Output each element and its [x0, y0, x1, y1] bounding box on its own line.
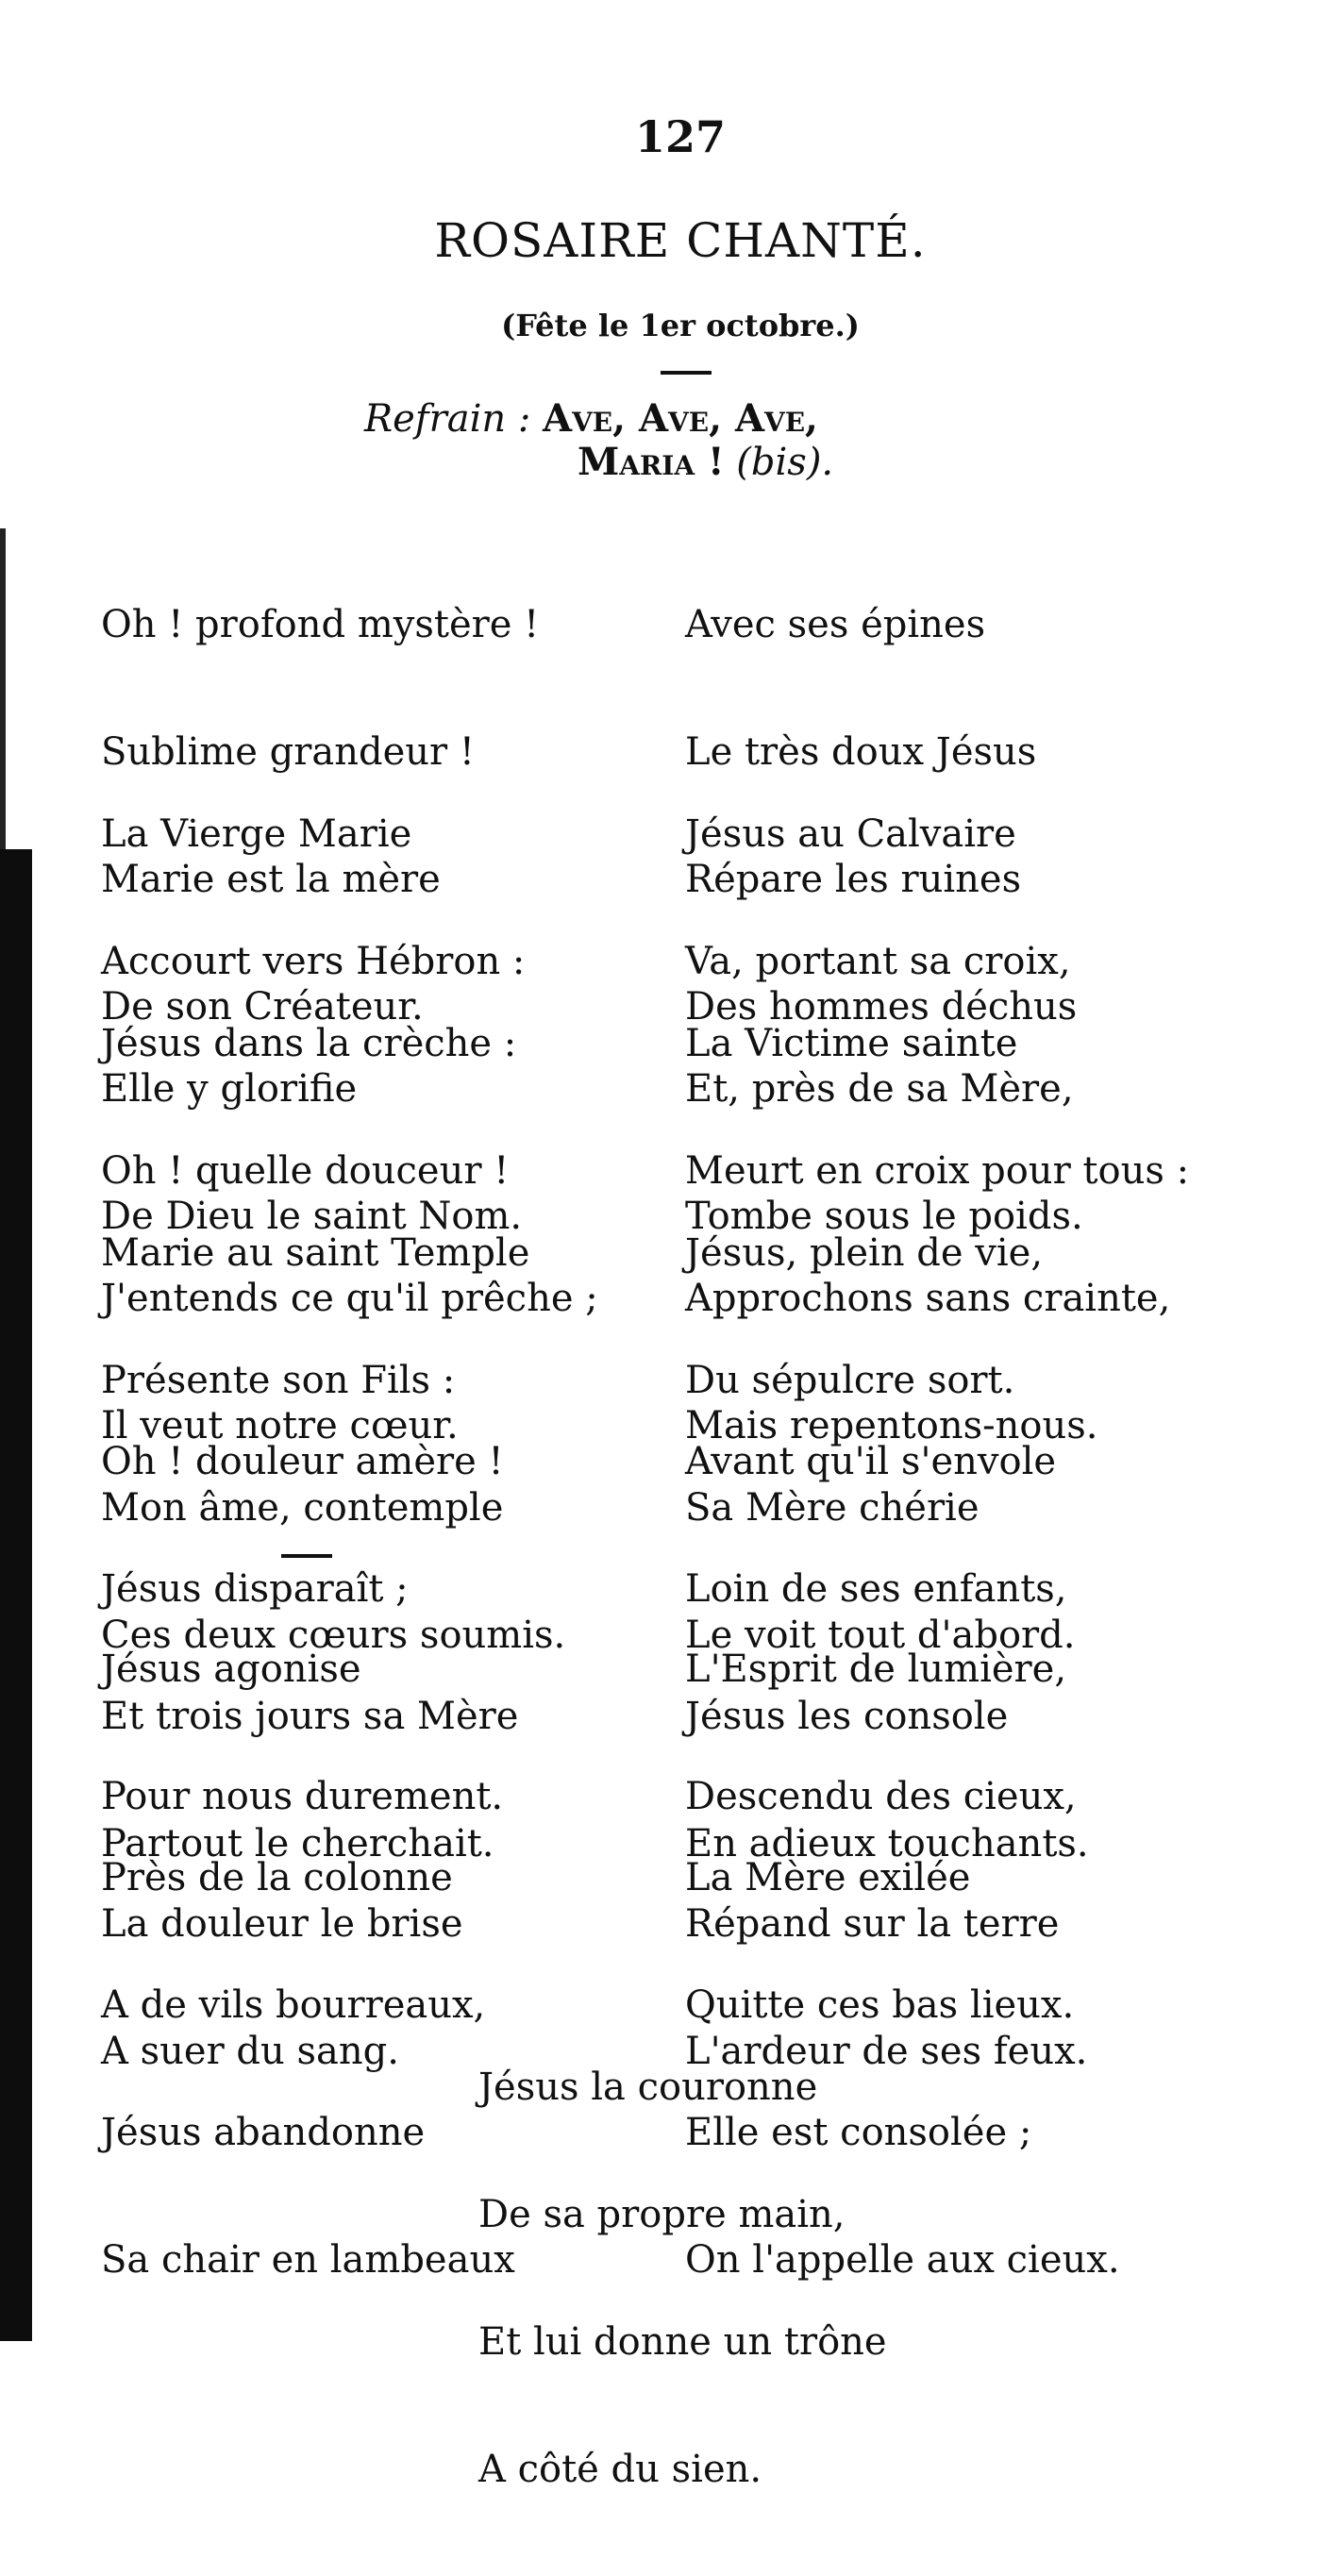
verse-line: Meurt en croix pour tous : [685, 1149, 1190, 1193]
verse-line: A suer du sang. [101, 2030, 399, 2073]
verse-line: Il veut notre cœur. [101, 1404, 459, 1447]
refrain-label: Refrain : [364, 397, 531, 441]
verse-line: Sa Mère chérie [685, 1486, 980, 1530]
verse-line: La douleur le brise [101, 1902, 463, 1946]
verse-line: J'entends ce qu'il prêche ; [101, 1277, 598, 1320]
verse-line: Ces deux cœurs soumis. [101, 1614, 566, 1657]
verse-line: De son Créateur. [101, 985, 424, 1029]
verse-line: Partout le cherchait. [101, 1822, 494, 1865]
verse-line: Répand sur la terre [685, 1902, 1060, 1946]
verse-line: Avec ses épines [685, 603, 986, 646]
page-edge-shadow [0, 849, 32, 2341]
verse-line: Oh ! quelle douceur ! [101, 1149, 510, 1193]
verse-line: Le très doux Jésus [685, 730, 1037, 774]
verse-line: Tombe sous le poids. [685, 1195, 1083, 1238]
stanza-final [478, 1982, 887, 2576]
verse-line: A côté du sien. [478, 2448, 762, 2491]
verse-line: On l'appelle aux cieux. [685, 2238, 1120, 2282]
refrain-maria: Maria ! [578, 440, 725, 484]
page-title: ROSAIRE CHANTÉ. [434, 213, 927, 268]
verse-line: Descendu des cieux, [685, 1775, 1077, 1818]
verse-line: Approchons sans crainte, [685, 1277, 1171, 1320]
verse-line: A de vils bourreaux, [101, 1983, 486, 2027]
verse-line: Jésus agonise [101, 1648, 361, 1691]
refrain-line-1 [364, 396, 818, 442]
verse-line: Loin de ses enfants, [685, 1567, 1067, 1611]
refrain-ave: Ave, Ave, Ave, [543, 396, 818, 441]
verse-line: Et, près de sa Mère, [685, 1067, 1074, 1111]
verse-line: Sa chair en lambeaux [101, 2238, 515, 2282]
verse-line: Des hommes déchus [685, 985, 1078, 1029]
refrain-bis: (bis). [736, 441, 834, 484]
verse-line: Elle y glorifie [101, 1067, 358, 1111]
verse-line: La Victime sainte [685, 1022, 1018, 1065]
verse-line: Jésus abandonne [101, 2111, 426, 2154]
verse-line: Oh ! profond mystère ! [101, 603, 540, 646]
verse-line: Jésus la couronne [478, 2066, 818, 2109]
verse-line: Le voit tout d'abord. [685, 1614, 1076, 1657]
verse-line: La Mère exilée [685, 1856, 971, 1899]
verse-line: Jésus au Calvaire [685, 812, 1016, 856]
verse-line: Quitte ces bas lieux. [685, 1983, 1075, 2027]
verse-line: Sublime grandeur ! [101, 730, 475, 774]
verse-line: En adieux touchants. [685, 1822, 1089, 1865]
verse-line: Jésus dans la crèche : [101, 1022, 517, 1065]
page-number: 127 [634, 111, 727, 162]
verse-line: Et lui donne un trône [478, 2320, 887, 2364]
verse-line: Marie au saint Temple [101, 1231, 530, 1275]
stanza-left-7 [101, 1772, 515, 2367]
verse-line: Près de la colonne [101, 1856, 453, 1899]
page-subtitle: (Fête le 1er octobre.) [501, 308, 860, 343]
verse-line: Accourt vers Hébron : [101, 940, 526, 983]
verse-line: Jésus les console [685, 1695, 1009, 1738]
verse-line: De sa propre main, [478, 2193, 846, 2236]
verse-line: Marie est la mère [101, 858, 441, 901]
page-edge-shadow-upper [0, 528, 6, 849]
verse-line: L'ardeur de ses feux. [685, 2030, 1088, 2073]
verse-line: Va, portant sa croix, [685, 940, 1071, 983]
verse-line: L'Esprit de lumière, [685, 1648, 1067, 1691]
verse-line: Mon âme, contemple [101, 1486, 504, 1530]
verse-line: Du sépulcre sort. [685, 1359, 1015, 1402]
verse-line: De Dieu le saint Nom. [101, 1195, 523, 1238]
verse-line: Répare les ruines [685, 858, 1022, 901]
verse-line: Et trois jours sa Mère [101, 1695, 519, 1738]
verse-line: La Vierge Marie [101, 812, 412, 856]
verse-line: Jésus disparaît ; [101, 1567, 409, 1611]
verse-line: Oh ! douleur amère ! [101, 1440, 504, 1483]
verse-line: Elle est consolée ; [685, 2111, 1032, 2154]
verse-line: Mais repentons-nous. [685, 1404, 1098, 1447]
divider-rule-top [661, 371, 712, 375]
divider-rule-mid [281, 1554, 332, 1558]
verse-line: Pour nous durement. [101, 1775, 504, 1818]
verse-line: Présente son Fils : [101, 1359, 456, 1402]
verse-line: Avant qu'il s'envole [685, 1440, 1057, 1483]
refrain-line-2 [578, 440, 833, 485]
verse-line: Jésus, plein de vie, [685, 1231, 1044, 1275]
